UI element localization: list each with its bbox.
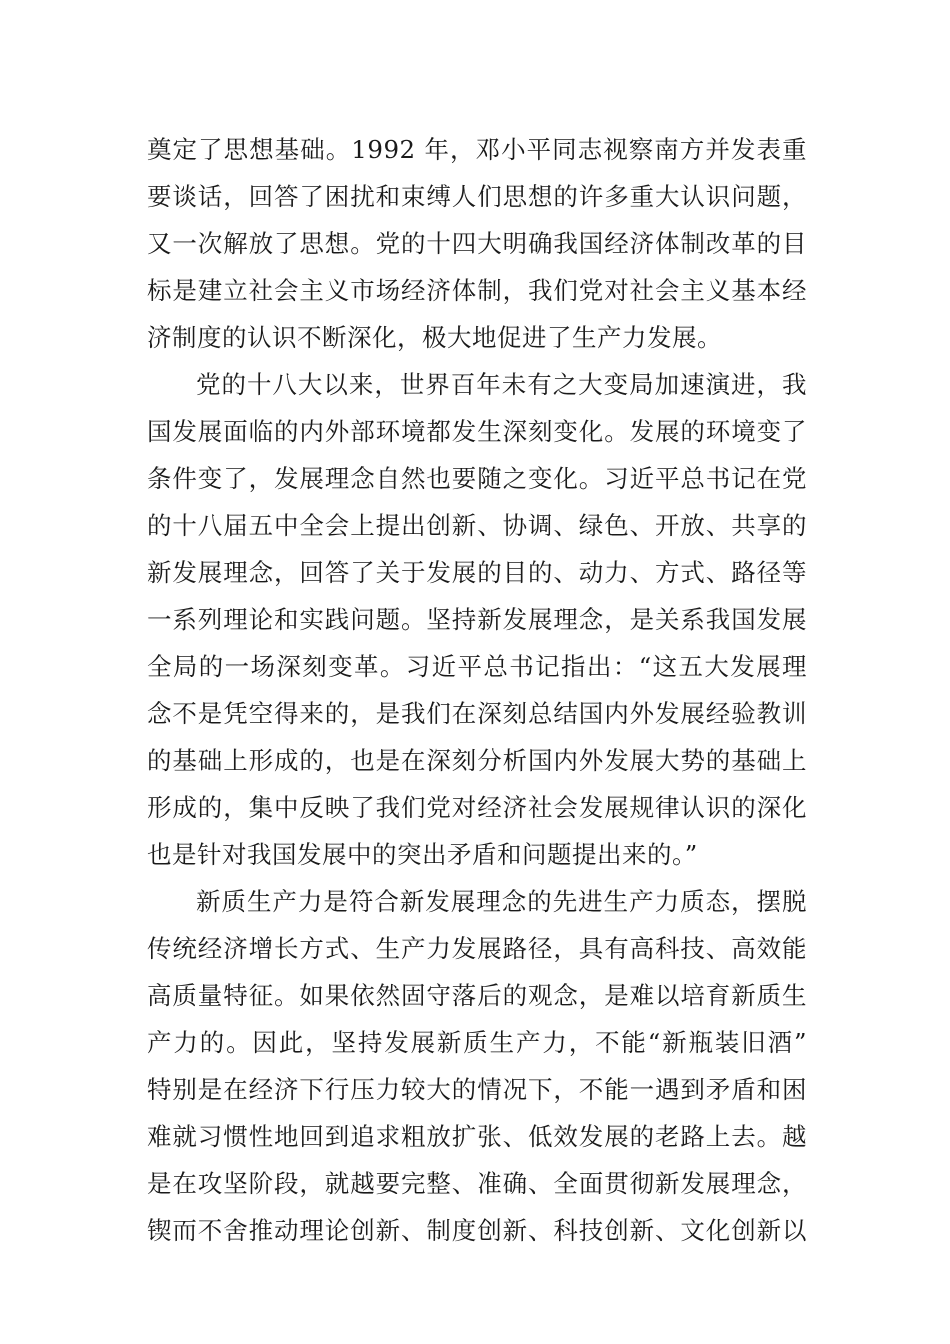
text-line: 新发展理念，回答了关于发展的目的、动力、方式、路径等	[147, 558, 807, 587]
text-line: 济制度的认识不断深化，极大地促进了生产力发展。	[147, 323, 722, 352]
text-line: 全局的一场深刻变革。习近平总书记指出：“这五大发展理	[147, 652, 807, 681]
text-line: 奠定了思想基础。1992 年，邓小平同志视察南方并发表重	[147, 135, 807, 164]
text-line: 念不是凭空得来的，是我们在深刻总结国内外发展经验教训	[147, 699, 807, 728]
text-line: 国发展面临的内外部环境都发生深刻变化。发展的环境变了	[147, 417, 807, 446]
text-line: 又一次解放了思想。党的十四大明确我国经济体制改革的目	[147, 229, 807, 258]
text-line: 锲而不舍推动理论创新、制度创新、科技创新、文化创新以	[147, 1216, 807, 1245]
text-line: 传统经济增长方式、生产力发展路径，具有高科技、高效能	[147, 934, 807, 963]
text-line: 难就习惯性地回到追求粗放扩张、低效发展的老路上去。越	[147, 1122, 807, 1151]
text-line: 条件变了，发展理念自然也要随之变化。习近平总书记在党	[147, 464, 807, 493]
text-line: 要谈话，回答了困扰和束缚人们思想的许多重大认识问题，	[147, 182, 807, 211]
text-line: 是在攻坚阶段，就越要完整、准确、全面贯彻新发展理念，	[147, 1169, 807, 1198]
paragraph-start-line: 新质生产力是符合新发展理念的先进生产力质态，摆脱	[196, 887, 807, 916]
text-line: 的基础上形成的，也是在深刻分析国内外发展大势的基础上	[147, 746, 807, 775]
text-line: 也是针对我国发展中的突出矛盾和问题提出来的。”	[147, 840, 698, 869]
paragraph-start-line: 党的十八大以来，世界百年未有之大变局加速演进，我	[196, 370, 807, 399]
text-line: 一系列理论和实践问题。坚持新发展理念，是关系我国发展	[147, 605, 807, 634]
text-line: 产力的。因此，坚持发展新质生产力，不能“新瓶装旧酒”	[147, 1028, 807, 1057]
text-line: 特别是在经济下行压力较大的情况下，不能一遇到矛盾和困	[147, 1075, 807, 1104]
text-line: 标是建立社会主义市场经济体制，我们党对社会主义基本经	[147, 276, 807, 305]
text-line: 形成的，集中反映了我们党对经济社会发展规律认识的深化	[147, 793, 807, 822]
text-line: 高质量特征。如果依然固守落后的观念，是难以培育新质生	[147, 981, 807, 1010]
text-line: 的十八届五中全会上提出创新、协调、绿色、开放、共享的	[147, 511, 807, 540]
body-text	[147, 126, 807, 1254]
